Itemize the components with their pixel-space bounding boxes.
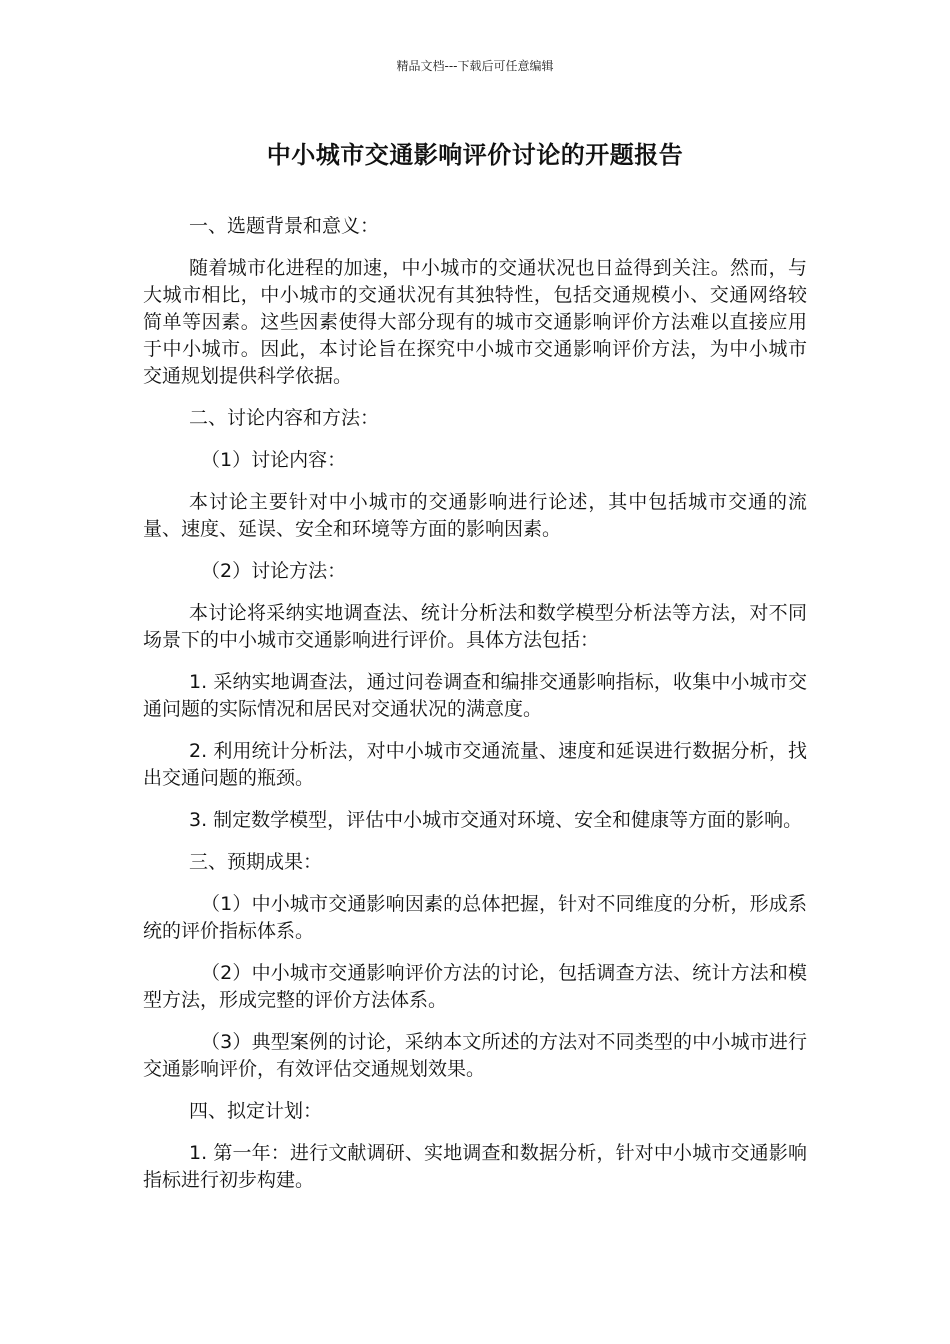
expected-item-2: （2）中小城市交通影响评价方法的讨论，包括调查方法、统计方法和模型方法，形成完整的评价方法体系。 bbox=[143, 962, 807, 1011]
paragraph-content: 本讨论主要针对中小城市的交通影响进行论述，其中包括城市交通的流量、速度、延误、安全和环境等方面的影响因素。 bbox=[143, 491, 807, 540]
plan-item-1: 1. 第一年：进行文献调研、实地调查和数据分析，针对中小城市交通影响指标进行初步构建。 bbox=[143, 1142, 807, 1191]
header-note: 精品文档---下载后可任意编辑 bbox=[396, 59, 554, 73]
subheading-method: （2）讨论方法： bbox=[201, 560, 347, 582]
document-body bbox=[143, 213, 807, 1209]
section-heading-content-method: 二、讨论内容和方法： bbox=[189, 407, 380, 429]
method-item-2: 2. 利用统计分析法，对中小城市交通流量、速度和延误进行数据分析，找出交通问题的瓶颈。 bbox=[143, 740, 807, 789]
section-heading-expected: 三、预期成果： bbox=[189, 851, 323, 873]
method-item-3: 3. 制定数学模型，评估中小城市交通对环境、安全和健康等方面的影响。 bbox=[189, 809, 803, 831]
section-heading-plan: 四、拟定计划： bbox=[189, 1100, 323, 1122]
expected-item-1: （1）中小城市交通影响因素的总体把握，针对不同维度的分析，形成系统的评价指标体系。 bbox=[143, 893, 807, 942]
method-item-1: 1. 采纳实地调查法，通过问卷调查和编排交通影响指标，收集中小城市交通问题的实际情况和居民对交通状况的满意度。 bbox=[143, 671, 807, 720]
section-heading-background: 一、选题背景和意义： bbox=[189, 215, 380, 237]
paragraph-background: 随着城市化进程的加速，中小城市的交通状况也日益得到关注。然而，与大城市相比，中小城市的交通状况有其独特性，包括交通规模小、交通网络较简单等因素。这些因素使得大部分现有的城市交通影响评价方法难以直接应用于中小城市。因此，本讨论旨在探究中小城市交通影响评价方法，为中小城市交通规划提供科学依据。 bbox=[143, 257, 807, 387]
expected-item-3: （3）典型案例的讨论，采纳本文所述的方法对不同类型的中小城市进行交通影响评价，有效评估交通规划效果。 bbox=[143, 1031, 807, 1080]
document-title: 中小城市交通影响评价讨论的开题报告 bbox=[266, 141, 684, 169]
paragraph-method-intro: 本讨论将采纳实地调查法、统计分析法和数学模型分析法等方法，对不同场景下的中小城市交通影响进行评价。具体方法包括： bbox=[143, 602, 807, 651]
subheading-content: （1）讨论内容： bbox=[201, 449, 347, 471]
